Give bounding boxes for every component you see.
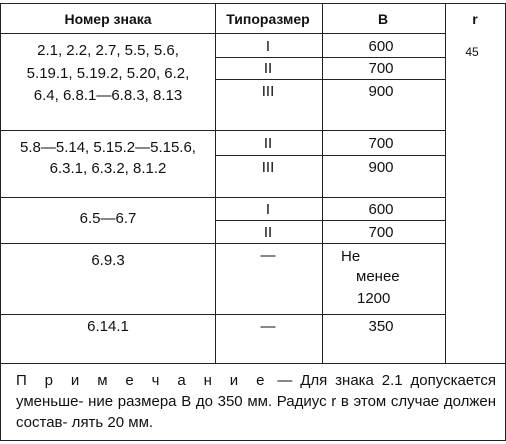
header-b: B — [377, 11, 389, 27]
sign-number-line: 5.8—5.14, 5.15.2—5.15.6, — [20, 139, 196, 156]
size-type-value: I — [265, 38, 271, 55]
rule-g5-end — [0, 363, 506, 364]
rule-g4-end — [0, 314, 445, 315]
b-value: 600 — [368, 38, 394, 55]
rule-bottom — [0, 440, 506, 441]
rule-col1 — [215, 3, 216, 364]
size-type-value: II — [263, 60, 273, 77]
rule-g2-end — [0, 197, 445, 198]
rule-top — [0, 3, 506, 4]
b-value: 700 — [368, 224, 394, 241]
rule-g3-r1 — [215, 220, 445, 221]
b-value: 900 — [368, 83, 394, 100]
size-type-value: III — [261, 159, 275, 176]
sign-number-line: 6.3.1, 6.3.2, 8.1.2 — [49, 160, 167, 177]
size-type-value: II — [263, 224, 273, 241]
size-type-value: — — [260, 318, 276, 335]
rule-g2-r1 — [215, 155, 445, 156]
size-type-value: III — [261, 83, 275, 100]
b-value: 700 — [368, 135, 394, 152]
rule-left — [0, 3, 1, 441]
table-note — [16, 370, 496, 433]
b-value: 700 — [368, 60, 394, 77]
sign-number-line: 5.19.1, 5.19.2, 5.20, 6.2, — [26, 65, 190, 82]
sign-number-line: 6.5—6.7 — [79, 210, 137, 227]
rule-col2 — [322, 3, 323, 364]
rule-g1-r2 — [215, 79, 445, 80]
b-value: 900 — [368, 159, 394, 176]
note-lead: П р и м е ч а н и е — [16, 372, 270, 389]
b-value-line: менее — [356, 268, 400, 285]
sign-number-line: 2.1, 2.2, 2.7, 5.5, 5.6, — [37, 42, 179, 59]
header-sign-number: Номер знака — [64, 11, 152, 27]
b-value: 600 — [368, 201, 394, 218]
note-text: — Для знака 2.1 допускается уменьше- ние размера B до 350 мм. Радиус r в этом случае должен состав- лять 20 мм. — [16, 372, 496, 431]
size-type-value: — — [260, 247, 276, 264]
size-type-value: II — [263, 135, 273, 152]
b-value: 350 — [368, 318, 394, 335]
rule-g1-r1 — [215, 57, 445, 58]
size-type-value: I — [265, 201, 271, 218]
sign-number-line: 6.4, 6.8.1—6.8.3, 8.13 — [33, 87, 183, 104]
rule-header — [0, 33, 445, 34]
header-size-type: Типоразмер — [226, 11, 310, 27]
header-r: r — [472, 11, 478, 27]
rule-col3 — [445, 3, 446, 364]
b-value-line: Не — [341, 248, 361, 265]
rule-g3-end — [0, 243, 445, 244]
b-value-line: 1200 — [357, 290, 391, 307]
r-value: 45 — [465, 45, 479, 59]
sign-number-line: 6.9.3 — [91, 252, 125, 269]
rule-g1-end — [0, 130, 445, 131]
sign-number-line: 6.14.1 — [87, 318, 129, 335]
